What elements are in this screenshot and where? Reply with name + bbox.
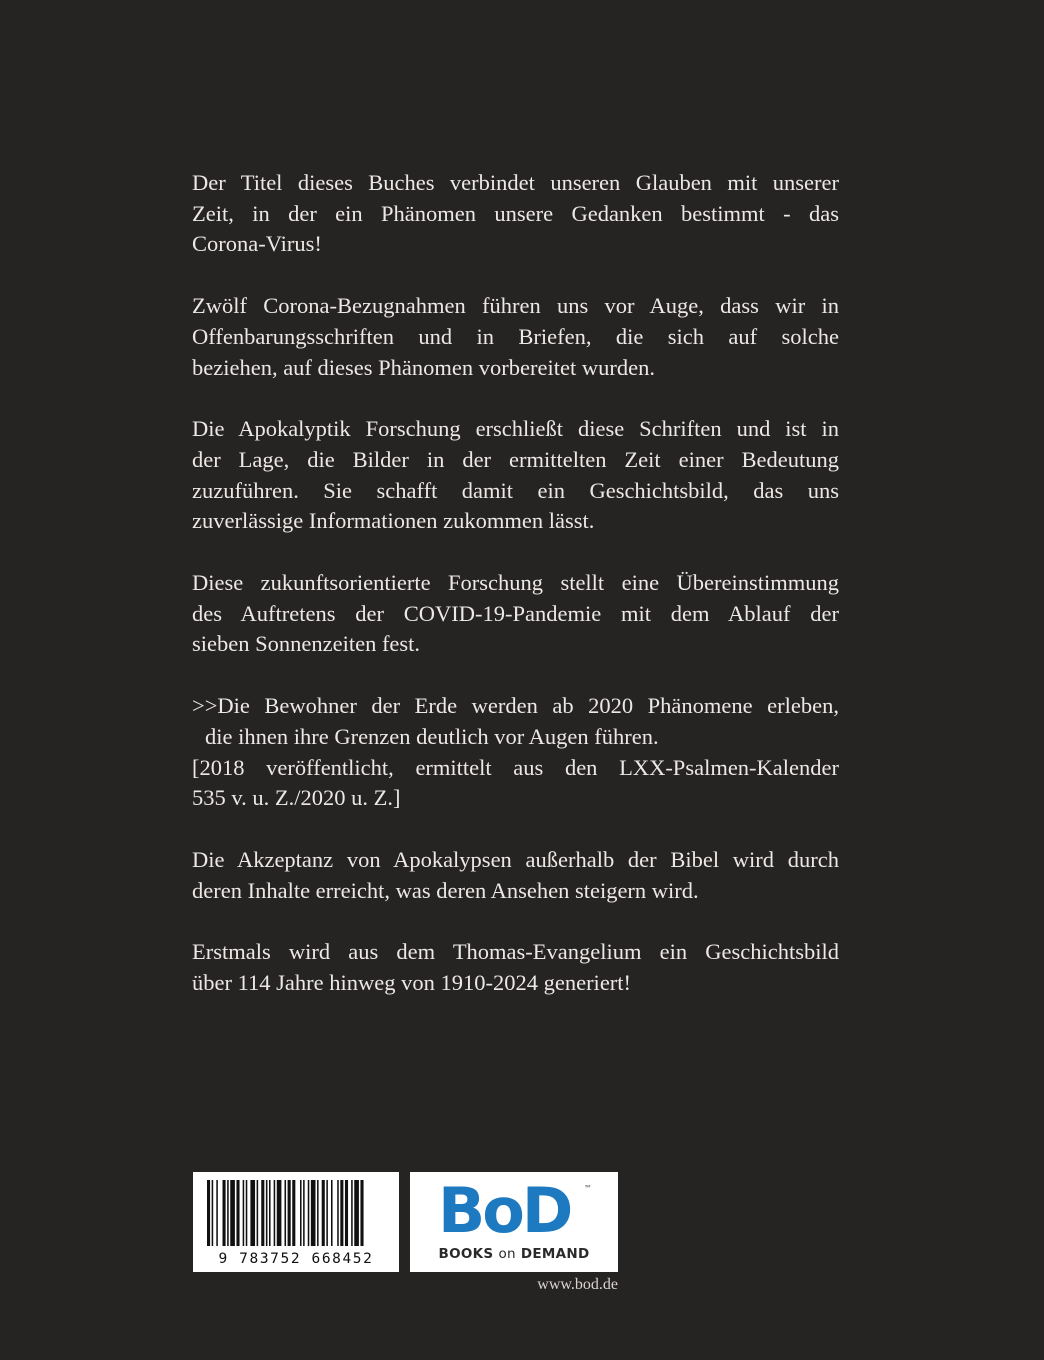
- barcode-bar: [303, 1180, 305, 1246]
- barcode-bar: [246, 1180, 248, 1246]
- text-line: [2018 veröffentlicht, ermittelt aus den LXX-Psalmen-Kalender: [192, 754, 839, 780]
- isbn-number: 9 783752 668452: [218, 1251, 374, 1267]
- barcode-bar: [322, 1180, 325, 1246]
- text-line: Die Apokalyptik Forschung erschließt diese Schriften und ist in: [192, 416, 839, 442]
- barcode-bar: [277, 1180, 282, 1246]
- tagline-on: on: [498, 1246, 516, 1262]
- text-line: Corona-Virus!: [192, 231, 322, 257]
- barcode-bar: [230, 1180, 235, 1246]
- barcode-bar: [340, 1180, 343, 1246]
- barcode-bar: [243, 1180, 245, 1246]
- paragraph-3: [192, 414, 839, 537]
- publisher-logo: [410, 1172, 618, 1272]
- barcode-bar: [351, 1180, 353, 1246]
- barcode-bar: [274, 1180, 276, 1246]
- barcode-bar: [285, 1180, 287, 1246]
- text-line: die ihnen ihre Grenzen deutlich vor Augen führen.: [205, 723, 659, 749]
- barcode-bar: [257, 1180, 259, 1246]
- text-line: Die Akzeptanz von Apokalypsen außerhalb der Bibel wird durch: [192, 846, 839, 872]
- barcode-bar: [266, 1180, 268, 1246]
- text-line: Der Titel dieses Buches verbindet unseren Glauben mit unserer: [192, 170, 839, 195]
- barcode-bar: [236, 1180, 239, 1246]
- barcode-bar: [288, 1180, 291, 1246]
- back-cover-text: [192, 168, 839, 1030]
- text-line: Zwölf Corona-Bezugnahmen führen uns vor Auge, dass wir in: [192, 293, 839, 319]
- isbn-barcode: [193, 1172, 399, 1272]
- barcode-bar: [212, 1180, 214, 1246]
- barcode-bar: [207, 1180, 210, 1246]
- text-line: sieben Sonnenzeiten fest.: [192, 631, 421, 657]
- text-line: über 114 Jahre hinweg von 1910-2024 generiert!: [192, 970, 632, 996]
- text-line: zuzuführen. Sie schafft damit ein Geschichtsbild, das uns: [192, 477, 839, 503]
- barcode-bar: [345, 1180, 348, 1246]
- paragraph-7: [192, 937, 839, 998]
- text-line: der Lage, die Bilder in der ermittelten Zeit einer Bedeutung: [192, 446, 839, 472]
- barcode-bar: [250, 1180, 255, 1246]
- barcode-bar: [227, 1180, 229, 1246]
- paragraph-1: [192, 168, 839, 260]
- text-line: Diese zukunftsorientierte Forschung stellt eine Übereinstimmung: [192, 570, 839, 596]
- paragraph-4: [192, 568, 839, 660]
- barcode-bar: [300, 1180, 302, 1246]
- barcode-bar: [261, 1180, 264, 1246]
- barcode-bar: [311, 1180, 316, 1246]
- publisher-website: www.bod.de: [537, 1276, 618, 1293]
- barcode-bar: [269, 1180, 271, 1246]
- text-line: >>Die Bewohner der Erde werden ab 2020 Phänomene erleben,: [192, 693, 839, 719]
- text-line: 535 v. u. Z./2020 u. Z.]: [192, 785, 401, 811]
- text-line: deren Inhalte erreicht, was deren Ansehen steigern wird.: [192, 877, 699, 903]
- barcode-bar: [308, 1180, 310, 1246]
- paragraph-5-quote: [192, 691, 839, 814]
- barcode-bar: [360, 1180, 363, 1246]
- paragraph-6: [192, 845, 839, 906]
- barcode-bars: [193, 1172, 399, 1252]
- text-line: Erstmals wird aus dem Thomas-Evangelium ein Geschichtsbild: [192, 939, 839, 965]
- barcode-bar: [337, 1180, 339, 1246]
- barcode-bar: [326, 1180, 328, 1246]
- publisher-tagline: [410, 1246, 618, 1262]
- text-line: Zeit, in der ein Phänomen unsere Gedanken bestimmt - das: [192, 200, 839, 226]
- text-line: des Auftretens der COVID-19-Pandemie mit dem Ablauf der: [192, 600, 839, 626]
- barcode-bar: [317, 1180, 319, 1246]
- tagline-demand: DEMAND: [520, 1246, 590, 1262]
- barcode-bar: [292, 1180, 295, 1246]
- trademark-symbol: ™: [584, 1184, 592, 1193]
- text-line: beziehen, auf dieses Phänomen vorbereitet wurden.: [192, 354, 655, 380]
- tagline-books: BOOKS: [438, 1246, 494, 1262]
- bod-logo-wordmark: BoD: [438, 1174, 571, 1247]
- text-line: Offenbarungsschriften und in Briefen, die sich auf solche: [192, 323, 839, 349]
- barcode-bar: [216, 1180, 218, 1246]
- text-line: zuverlässige Informationen zukommen lässt.: [192, 508, 595, 534]
- barcode-bar: [354, 1180, 359, 1246]
- barcode-bar: [223, 1180, 226, 1246]
- paragraph-2: [192, 291, 839, 383]
- barcode-bar: [331, 1180, 333, 1246]
